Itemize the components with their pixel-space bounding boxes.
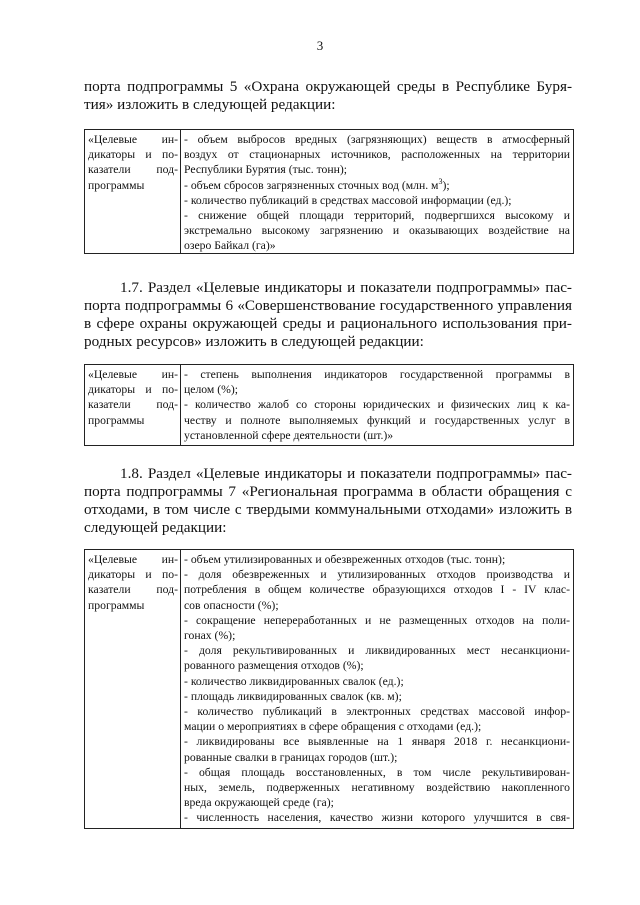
indicator-line: рованного размещения отходов (%); <box>184 659 364 673</box>
text-line: родных ресурсов» изложить в следующей редакции: <box>84 333 424 350</box>
indicator-line: - ликвидированы все выявленные на 1 января 2018 г. несанкциони- <box>184 735 570 749</box>
indicator-line: сов опасности (%); <box>184 598 279 612</box>
indicator-line: потребления в общем количестве образующихся отходов I - IV клас- <box>184 583 570 597</box>
indicator-line: рованные свалки в границах городов (шт.); <box>184 750 398 764</box>
indicator-line: озеро Байкал (га)» <box>184 239 276 253</box>
superscript: 3 <box>438 176 443 186</box>
indicator-line: - количество публикаций в электронных средствах массовой инфор- <box>184 705 570 719</box>
label-line: программы <box>88 413 145 427</box>
indicator-line: ных, земель, подверженных негативному воздействию накопленного <box>184 781 570 795</box>
text-line: отходами, в том числе с твердыми коммунальными отходами» изложить в <box>84 501 572 518</box>
indicator-line: - количество жалоб со стороны юридических и физических лиц к ка- <box>184 398 570 412</box>
indicator-line: вреда окружающей среде (га); <box>184 796 334 810</box>
indicator-line: - доля обезвреженных и утилизированных отходов производства и <box>184 568 570 582</box>
indicator-line: установленной сфере деятельности (шт.)» <box>184 428 394 442</box>
page-number: 3 <box>316 38 324 53</box>
section-1-7-paragraph <box>84 279 572 351</box>
label-line: казатели под- <box>88 583 178 597</box>
text-line: порта подпрограммы 7 «Региональная программа в области обращения с <box>84 483 572 500</box>
indicator-line: - степень выполнения индикаторов государственной программы в <box>184 368 570 381</box>
indicator-text: - объем сбросов загрязненных сточных вод (млн. м <box>184 178 439 192</box>
section-1-8-paragraph <box>84 465 572 537</box>
label-line: «Целевые ин- <box>88 368 178 381</box>
label-line: «Целевые ин- <box>88 553 178 566</box>
indicators-table-subprogram-6 <box>84 364 574 446</box>
label-line: дикаторы и по- <box>88 383 178 397</box>
text-line: порта подпрограммы 5 «Охрана окружающей среды в Республике Буря- <box>84 78 572 95</box>
indicator-text: ); <box>442 178 450 192</box>
indicator-line: - объем утилизированных и обезвреженных отходов (тыс. тонн); <box>184 553 506 566</box>
table-label-cell <box>85 365 181 445</box>
label-line: «Целевые ин- <box>88 133 178 146</box>
table-indicators-cell <box>181 130 573 253</box>
indicator-line: - количество ликвидированных свалок (ед.); <box>184 674 404 688</box>
indicator-line: мации о мероприятиях в сфере обращения с отходами (ед.); <box>184 720 482 734</box>
indicator-line: воздух от стационарных источников, расположенных на территории <box>184 148 570 162</box>
indicator-line: - снижение общей площади территорий, подвергшихся высокому и <box>184 209 570 223</box>
text-line: тия» изложить в следующей редакции: <box>84 96 336 113</box>
label-line: программы <box>88 178 145 192</box>
table-indicators-cell <box>181 550 573 828</box>
indicator-line <box>184 178 570 193</box>
indicator-line: целом (%); <box>184 383 238 397</box>
label-line: программы <box>88 598 145 612</box>
text-line: 1.8. Раздел «Целевые индикаторы и показатели подпрограммы» пас- <box>120 465 572 482</box>
indicator-line: - доля рекультивированных и ликвидированных мест несанкциони- <box>184 644 570 658</box>
indicator-line: Республики Бурятия (тыс. тонн); <box>184 163 348 177</box>
table-label-cell <box>85 130 181 253</box>
label-line: дикаторы и по- <box>88 148 178 162</box>
indicator-line: экстремально высокому загрязнению и оказывающих воздействие на <box>184 224 570 238</box>
label-line: дикаторы и по- <box>88 568 178 582</box>
text-line: 1.7. Раздел «Целевые индикаторы и показатели подпрограммы» пас- <box>120 279 572 296</box>
indicator-line: - объем выбросов вредных (загрязняющих) веществ в атмосферный <box>184 133 570 146</box>
indicator-line: - общая площадь восстановленных, в том числе рекультивирован- <box>184 765 570 779</box>
label-line: казатели под- <box>88 163 178 177</box>
indicator-line: гонах (%); <box>184 629 236 643</box>
text-line: следующей редакции: <box>84 519 227 536</box>
indicator-line: - сокращение непереработанных и не размещенных отходов на поли- <box>184 613 570 627</box>
indicator-line: честву и полноте выполняемых функций и государственных услуг в <box>184 413 570 427</box>
indicators-table-subprogram-7 <box>84 549 574 829</box>
table-label-cell <box>85 550 181 828</box>
indicator-line: - численность населения, качество жизни которого улучшится в свя- <box>184 811 570 825</box>
indicator-line: - количество публикаций в средствах массовой информации (ед.); <box>184 193 512 207</box>
text-line: порта подпрограммы 6 «Совершенствование государственного управления <box>84 297 572 314</box>
indicators-table-subprogram-5 <box>84 129 574 254</box>
intro-paragraph <box>84 78 572 114</box>
indicator-line: - площадь ликвидированных свалок (кв. м); <box>184 689 402 703</box>
text-line: в сфере охраны окружающей среды и рационального использования при- <box>84 315 572 332</box>
label-line: казатели под- <box>88 398 178 412</box>
table-indicators-cell <box>181 365 573 445</box>
